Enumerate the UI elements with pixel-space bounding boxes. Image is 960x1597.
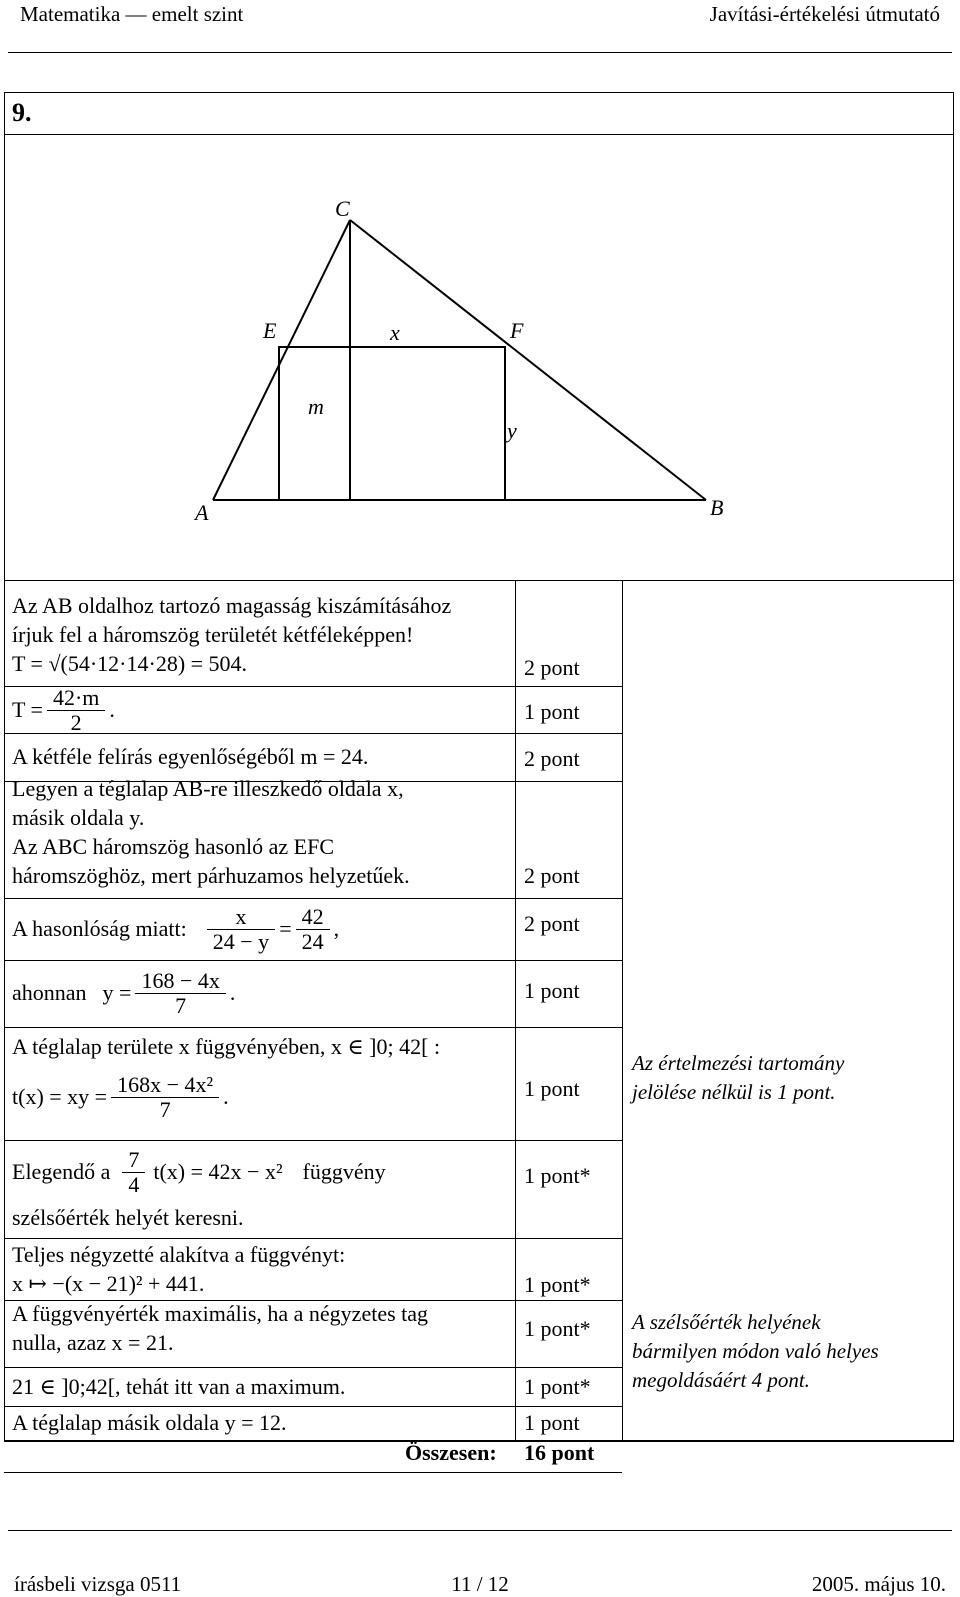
header-left: Matematika — emelt szint [20, 2, 244, 26]
area-function: t(x) = xy = $\frac{\text{168x − 4x²}}{7}$ . [12, 1071, 229, 1122]
similarity-line-4: háromszöghöz, mert párhuzamos helyzetűek. [12, 863, 410, 888]
label-f: F [510, 318, 524, 343]
similarity-equation: A hasonlóság miatt: $\frac{x}{24 - y}$ = $\frac{42}{24}$ , [12, 903, 340, 954]
side-bc [350, 220, 706, 500]
label-x: x [390, 320, 400, 345]
footer-left: írásbeli vizsga 0511 [14, 1572, 182, 1596]
area-function-intro: A téglalap területe x függvényében, x ∈ ]0; 42[ : [12, 1034, 441, 1059]
note-domain-2: jelölése nélkül is 1 pont. [632, 1080, 836, 1104]
label-b: B [710, 495, 724, 520]
note-domain-1: Az értelmezési tartomány [632, 1051, 845, 1075]
height-result: A kétféle felírás egyenlőségéből m = 24. [12, 744, 369, 769]
page-header [20, 0, 940, 36]
label-c: C [335, 196, 350, 221]
total-label: Összesen: [405, 1440, 497, 1465]
total-bottom-line [4, 1472, 622, 1473]
footer-page-number: 11 / 12 [451, 1572, 509, 1596]
maximum-line-1: A függvényérték maximális, ha a négyzetes tag [12, 1301, 429, 1326]
score-heron: 2 pont [524, 655, 580, 680]
score-other-side: 1 pont [524, 1410, 580, 1435]
extremum-statement: Elegendő a $\frac{7}{4}$ t(x) = 42x − x² függvény [12, 1146, 386, 1197]
total-score: 16 pont [524, 1440, 595, 1465]
score-y: 1 pont [524, 978, 580, 1003]
label-e: E [263, 318, 277, 343]
complete-square-formula: x ↦ −(x − 21)² + 441. [12, 1271, 205, 1296]
label-m: m [308, 394, 324, 419]
label-a: A [195, 500, 209, 525]
similarity-line-1: Legyen a téglalap AB-re illeszkedő oldala x, [12, 776, 404, 801]
score-extremum: 1 pont* [524, 1163, 591, 1188]
area-formula: T = $\frac{42\cdot m}{2}$ . [12, 684, 115, 735]
intro-line-1: Az AB oldalhoz tartozó magasság kiszámításához [12, 593, 452, 618]
note-extremum-2: bármilyen módon való helyes [632, 1339, 879, 1363]
score-area-function: 1 pont [524, 1076, 580, 1101]
note-extremum-3: megoldásáért 4 pont. [632, 1368, 810, 1392]
score-similarity-eq: 2 pont [524, 911, 580, 936]
score-height: 2 pont [524, 746, 580, 771]
number-divider [4, 134, 954, 135]
score-similarity: 2 pont [524, 863, 580, 888]
side-ac [213, 220, 350, 500]
intro-line-2: írjuk fel a háromszög területét kétféleképpen! [12, 622, 414, 647]
y-expression: ahonnan y = $\frac{168 - 4x}{7}$ . [12, 967, 236, 1018]
note-extremum-1: A szélsőérték helyének [632, 1310, 821, 1334]
footer-rule [8, 1530, 952, 1531]
col-divider-2 [622, 580, 623, 1440]
score-complete-square: 1 pont* [524, 1272, 591, 1297]
triangle-figure [180, 190, 760, 530]
similarity-line-3: Az ABC háromszög hasonló az EFC [12, 834, 335, 859]
maximum-line-2: nulla, azaz x = 21. [12, 1330, 174, 1355]
col-divider-1 [515, 580, 516, 1440]
label-y: y [507, 418, 517, 443]
complete-square-intro: Teljes négyzetté alakítva a függvényt: [12, 1242, 346, 1267]
maximum-check: 21 ∈ ]0;42[, tehát itt van a maximum. [12, 1374, 346, 1399]
inscribed-rectangle [279, 347, 505, 500]
header-right: Javítási-értékelési útmutató [709, 2, 940, 26]
score-maximum-check: 1 pont* [524, 1374, 591, 1399]
score-area: 1 pont [524, 699, 580, 724]
table-top-line [4, 580, 954, 581]
problem-number: 9. [12, 98, 32, 127]
footer-date: 2005. május 10. [811, 1572, 946, 1596]
heron-formula: T = √(54·12·14·28) = 504. [12, 651, 248, 676]
other-side: A téglalap másik oldala y = 12. [12, 1410, 287, 1435]
extremum-line-2: szélsőérték helyét keresni. [12, 1205, 244, 1230]
score-maximum: 1 pont* [524, 1316, 591, 1341]
similarity-line-2: másik oldala y. [12, 805, 145, 830]
header-rule [8, 52, 952, 53]
